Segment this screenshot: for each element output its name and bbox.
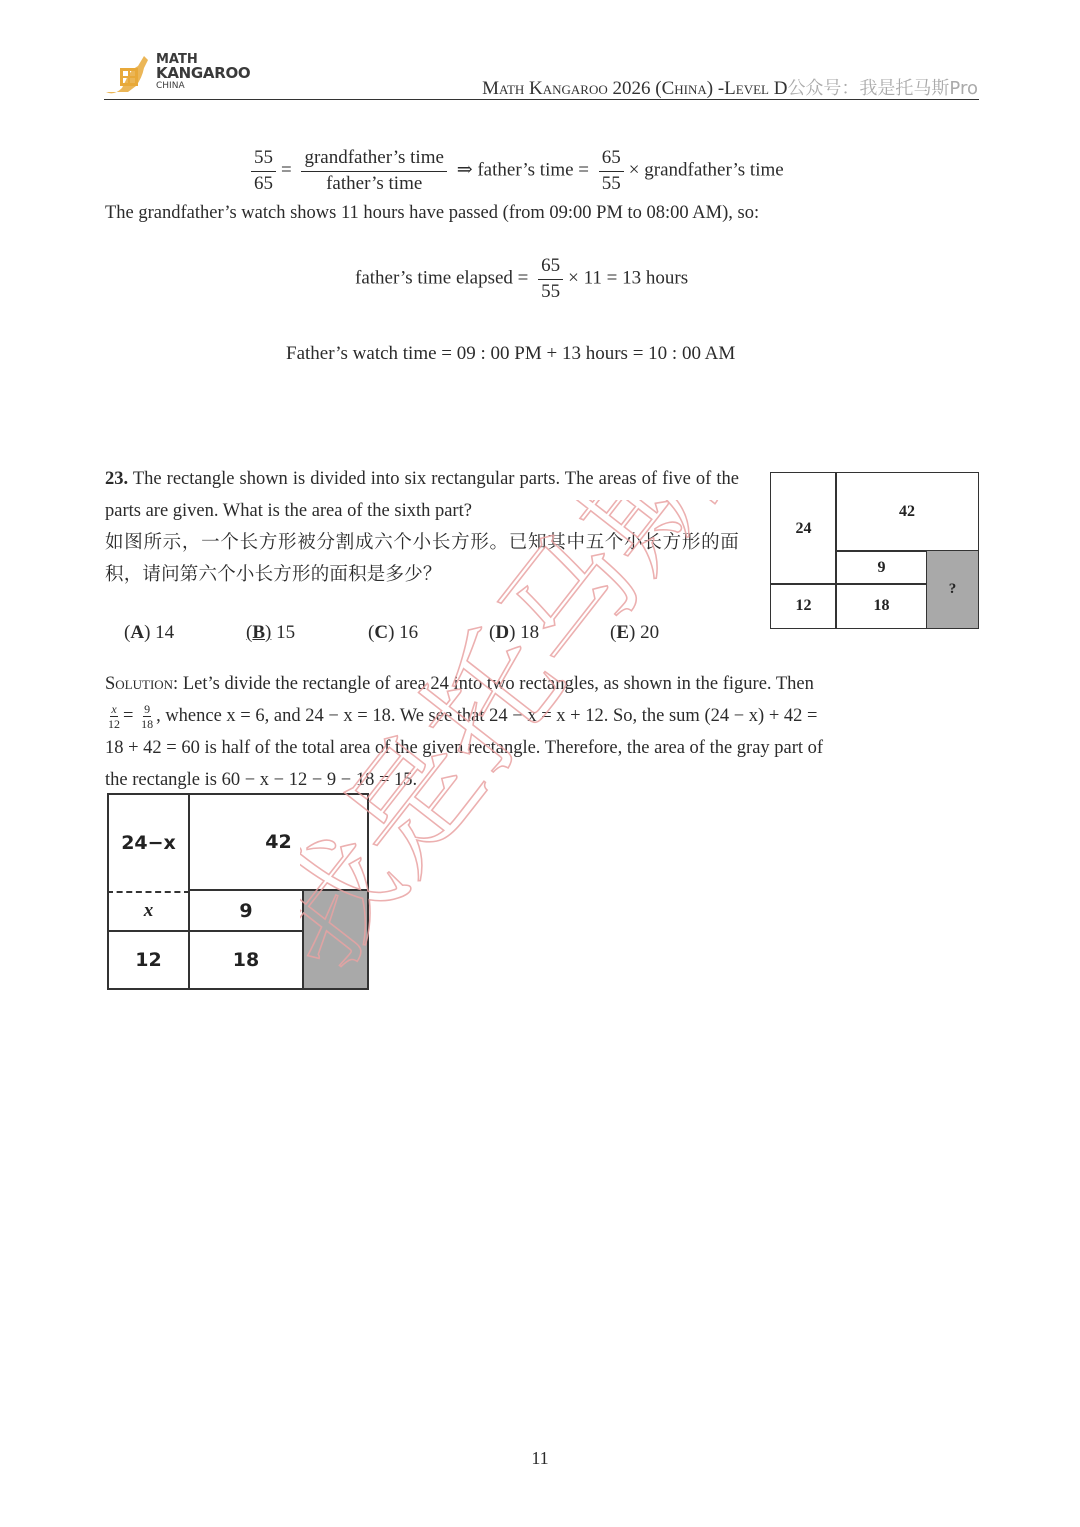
cell-18: 18 — [835, 583, 928, 629]
sol-cell-x: x — [107, 891, 190, 932]
choice-e: (E) 20 — [610, 622, 660, 643]
cell-42: 42 — [835, 472, 979, 552]
eq1-tail: × grandfather’s time — [628, 159, 784, 181]
sol-cell-18: 18 — [188, 930, 304, 990]
watch-line: The grandfather’s watch shows 11 hours have passed (from 09:00 PM to 08:00 AM), so: — [105, 203, 760, 223]
fraction-9-18: $\frac{9}{18}$ — [141, 701, 154, 732]
equation-ratio: $\frac{55}{65}$ = $\frac{\text{grandfather’s time}}{\text{father’s time}}$ ⇒ father’s time = $\frac{65}{55}$ × grandfather’s time — [246, 147, 784, 196]
header-rule — [104, 99, 979, 100]
problem-text-en: The rectangle shown is divided into six rectangular parts. The areas of five of the parts are given. What is the area of the sixth part? — [105, 469, 739, 521]
solution-figure — [107, 793, 369, 990]
cell-unknown: ? — [926, 550, 979, 629]
cell-9: 9 — [835, 550, 928, 585]
solution-line4: the rectangle is 60 − x − 12 − 9 − 18 = 15. — [105, 770, 418, 790]
solution-label: Solution: — [105, 674, 179, 694]
cell-24: 24 — [770, 472, 837, 585]
choice-a: (A) 14 — [124, 622, 175, 643]
solution-line2: $\frac{x}{12}$ = $\frac{9}{18}$ , whence x = 6, and 24 − x = 18. We see that 24 − x = x + 12. So, the sum (24 − x) + 42 = — [108, 701, 818, 732]
problem-text-zh: 如图所示，一个长方形被分割成六个小长方形。已知其中五个小长方形的面积，请问第六个小长方形的面积是多少？ — [105, 533, 739, 585]
fraction-65-55: $\frac{65}{55}$ — [599, 147, 624, 196]
fraction-x-12: $\frac{x}{12}$ — [108, 701, 120, 732]
problem-text — [105, 463, 739, 591]
logo-line2: KANGAROO — [156, 64, 251, 82]
cell-12: 12 — [770, 583, 837, 629]
problem-figure — [770, 472, 979, 629]
solution-line3: 18 + 42 = 60 is half of the total area of the given rectangle. Therefore, the area of the gray part of — [105, 738, 824, 758]
sol-cell-9: 9 — [188, 889, 304, 932]
equation-watch-time: Father’s watch time = 09 : 00 PM + 13 hours = 10 : 00 AM — [286, 343, 736, 364]
fraction-time-ratio: $\frac{\text{grandfather’s time}}{\text{father’s time}}$ — [301, 147, 446, 196]
sol-cell-12: 12 — [107, 930, 190, 990]
problem-number: 23. — [105, 469, 129, 489]
logo-line1: MATH — [156, 52, 198, 67]
sol-cell-42: 42 — [188, 793, 369, 891]
sol-cell-24-minus-x: 24−x — [107, 793, 190, 893]
fraction-65-55-b: $\frac{65}{55}$ — [538, 255, 563, 304]
choice-c: (C) 16 — [368, 622, 419, 643]
equation-elapsed: father’s time elapsed = $\frac{65}{55}$ × 11 = 13 hours — [355, 255, 689, 302]
header-title — [482, 74, 978, 100]
fraction-55-65: $\frac{55}{65}$ — [251, 147, 276, 196]
choice-b-correct: (B) 15 — [246, 622, 296, 643]
wechat-watermark: 公众号：我是托马斯Pro — [787, 78, 978, 99]
page-number: 11 — [531, 1448, 549, 1468]
solution-line1: Solution: Let’s divide the rectangle of area 24 into two rectangles, as shown in the figure. Then — [105, 674, 814, 694]
math-kangaroo-logo — [104, 52, 254, 96]
implies-text: ⇒ father’s time = — [456, 159, 590, 181]
logo-line3: CHINA — [156, 81, 185, 91]
watermark-text: 我是托马斯 — [300, 500, 749, 1000]
choice-d: (D) 18 — [489, 622, 540, 643]
exam-title: Math Kangaroo 2026 (China) -Level D — [482, 78, 788, 99]
kangaroo-icon — [104, 52, 154, 96]
sol-cell-gray — [302, 889, 369, 990]
